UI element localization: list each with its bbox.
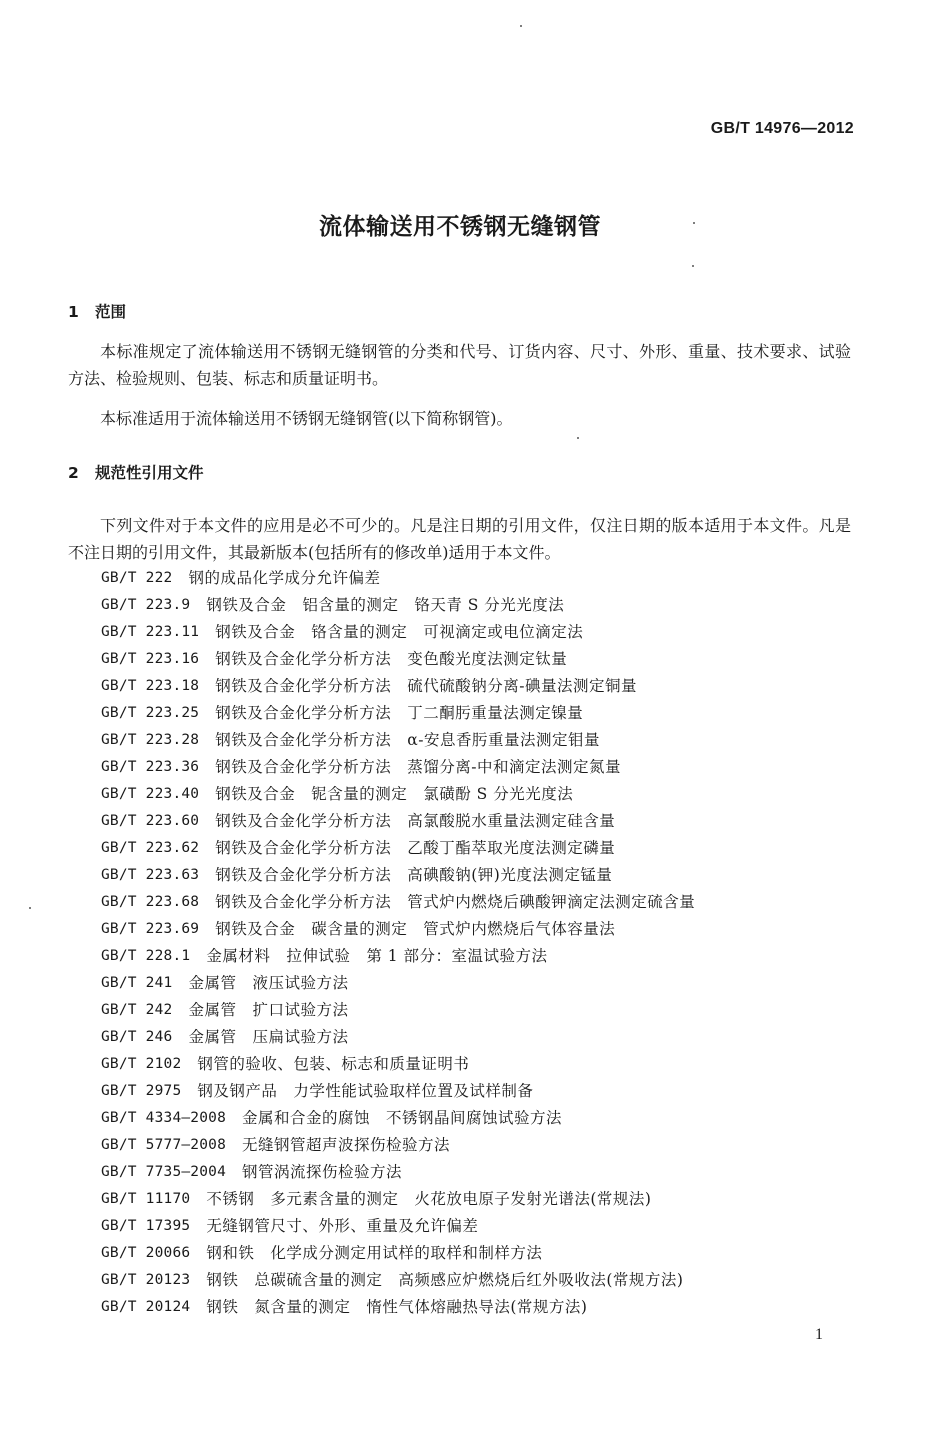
reference-title: 不锈钢 多元素含量的测定 火花放电原子发射光谱法(常规法) xyxy=(206,1190,652,1208)
normative-references-list xyxy=(101,565,861,1321)
reference-code: GB/T 20124 xyxy=(101,1299,191,1315)
reference-code: GB/T 223.62 xyxy=(101,840,200,856)
reference-item xyxy=(101,1240,861,1267)
reference-title: 金属管 扩口试验方法 xyxy=(188,1001,349,1019)
reference-title: 钢铁 总碳硫含量的测定 高频感应炉燃烧后红外吸收法(常规方法) xyxy=(206,1271,684,1289)
reference-code: GB/T 241 xyxy=(101,975,173,991)
reference-item xyxy=(101,1186,861,1213)
scan-speck xyxy=(692,265,694,267)
reference-title: 钢铁及合金化学分析方法 硫代硫酸钠分离-碘量法测定铜量 xyxy=(215,677,637,695)
reference-title: 钢铁及合金化学分析方法 蒸馏分离-中和滴定法测定氮量 xyxy=(215,758,621,776)
reference-item xyxy=(101,754,861,781)
reference-title: 钢铁及合金 碳含量的测定 管式炉内燃烧后气体容量法 xyxy=(215,920,616,938)
reference-item xyxy=(101,1078,861,1105)
section-1-paragraph-2: 本标准适用于流体输送用不锈钢无缝钢管(以下简称钢管)。 xyxy=(100,409,513,428)
scan-speck xyxy=(520,25,522,27)
reference-code: GB/T 11170 xyxy=(101,1191,191,1207)
reference-item xyxy=(101,970,861,997)
reference-code: GB/T 223.9 xyxy=(101,597,191,613)
reference-item xyxy=(101,1294,861,1321)
reference-item xyxy=(101,1213,861,1240)
reference-title: 钢铁及合金化学分析方法 管式炉内燃烧后碘酸钾滴定法测定硫含量 xyxy=(215,893,696,911)
reference-item xyxy=(101,997,861,1024)
standard-code: GB/T 14976—2012 xyxy=(710,120,854,137)
reference-code: GB/T 223.69 xyxy=(101,921,200,937)
reference-code: GB/T 2975 xyxy=(101,1083,182,1099)
reference-item xyxy=(101,727,861,754)
reference-title: 钢铁及合金 铝含量的测定 铬天青 S 分光光度法 xyxy=(206,596,565,614)
reference-item xyxy=(101,1105,861,1132)
reference-item xyxy=(101,700,861,727)
reference-code: GB/T 223.68 xyxy=(101,894,200,910)
reference-item xyxy=(101,619,861,646)
section-2-paragraph-1: 下列文件对于本文件的应用是必不可少的。凡是注日期的引用文件，仅注日期的版本适用于本文件。凡是不注日期的引用文件，其最新版本(包括所有的修改单)适用于本文件。 xyxy=(68,516,851,562)
reference-code: GB/T 4334—2008 xyxy=(101,1110,227,1126)
section-1-paragraph-1: 本标准规定了流体输送用不锈钢无缝钢管的分类和代号、订货内容、尺寸、外形、重量、技术要求、试验方法、检验规则、包装、标志和质量证明书。 xyxy=(68,342,851,388)
scan-speck xyxy=(29,907,31,909)
reference-title: 无缝钢管超声波探伤检验方法 xyxy=(242,1136,451,1154)
reference-code: GB/T 223.16 xyxy=(101,651,200,667)
page-number: 1 xyxy=(815,1326,823,1343)
section-2-heading xyxy=(68,461,204,483)
reference-item xyxy=(101,943,861,970)
reference-code: GB/T 2102 xyxy=(101,1056,182,1072)
reference-title: 无缝钢管尺寸、外形、重量及允许偏差 xyxy=(206,1217,479,1235)
reference-item xyxy=(101,1132,861,1159)
reference-item xyxy=(101,565,861,592)
reference-title: 金属材料 拉伸试验 第 1 部分：室温试验方法 xyxy=(206,947,548,965)
reference-title: 钢铁 氮含量的测定 惰性气体熔融热导法(常规方法) xyxy=(206,1298,588,1316)
reference-code: GB/T 242 xyxy=(101,1002,173,1018)
reference-code: GB/T 246 xyxy=(101,1029,173,1045)
reference-title: 钢铁及合金化学分析方法 高氯酸脱水重量法测定硅含量 xyxy=(215,812,616,830)
reference-code: GB/T 5777—2008 xyxy=(101,1137,227,1153)
reference-title: 钢铁及合金化学分析方法 变色酸光度法测定钛量 xyxy=(215,650,568,668)
reference-title: 钢铁及合金化学分析方法 乙酸丁酯萃取光度法测定磷量 xyxy=(215,839,616,857)
reference-code: GB/T 223.28 xyxy=(101,732,200,748)
reference-code: GB/T 223.63 xyxy=(101,867,200,883)
reference-item xyxy=(101,1159,861,1186)
reference-code: GB/T 7735—2004 xyxy=(101,1164,227,1180)
reference-code: GB/T 222 xyxy=(101,570,173,586)
reference-item xyxy=(101,889,861,916)
reference-item xyxy=(101,808,861,835)
reference-title: 钢和铁 化学成分测定用试样的取样和制样方法 xyxy=(206,1244,543,1262)
reference-item xyxy=(101,673,861,700)
reference-item xyxy=(101,592,861,619)
reference-title: 钢铁及合金化学分析方法 高碘酸钠(钾)光度法测定锰量 xyxy=(215,866,613,884)
reference-item xyxy=(101,1024,861,1051)
reference-title: 金属和合金的腐蚀 不锈钢晶间腐蚀试验方法 xyxy=(242,1109,563,1127)
section-number: 1 xyxy=(68,303,79,321)
scan-speck xyxy=(577,437,579,439)
reference-item xyxy=(101,781,861,808)
reference-item xyxy=(101,916,861,943)
section-number: 2 xyxy=(68,464,79,482)
reference-code: GB/T 223.11 xyxy=(101,624,200,640)
section-1-heading xyxy=(68,300,126,322)
reference-title: 金属管 液压试验方法 xyxy=(188,974,349,992)
reference-code: GB/T 228.1 xyxy=(101,948,191,964)
reference-title: 钢铁及合金化学分析方法 丁二酮肟重量法测定镍量 xyxy=(215,704,584,722)
document-title: 流体输送用不锈钢无缝钢管 xyxy=(319,214,601,240)
reference-item xyxy=(101,1051,861,1078)
reference-item xyxy=(101,646,861,673)
reference-title: 钢的成品化学成分允许偏差 xyxy=(188,569,381,587)
section-title: 范围 xyxy=(95,303,127,321)
reference-title: 金属管 压扁试验方法 xyxy=(188,1028,349,1046)
reference-code: GB/T 20123 xyxy=(101,1272,191,1288)
reference-title: 钢管的验收、包装、标志和质量证明书 xyxy=(197,1055,470,1073)
reference-item xyxy=(101,862,861,889)
reference-item xyxy=(101,835,861,862)
reference-title: 钢及钢产品 力学性能试验取样位置及试样制备 xyxy=(197,1082,534,1100)
reference-code: GB/T 223.36 xyxy=(101,759,200,775)
reference-item xyxy=(101,1267,861,1294)
reference-code: GB/T 17395 xyxy=(101,1218,191,1234)
reference-code: GB/T 20066 xyxy=(101,1245,191,1261)
reference-code: GB/T 223.60 xyxy=(101,813,200,829)
section-title: 规范性引用文件 xyxy=(95,464,204,482)
scan-speck xyxy=(693,222,695,224)
reference-title: 钢铁及合金 铬含量的测定 可视滴定或电位滴定法 xyxy=(215,623,584,641)
reference-title: 钢铁及合金 铌含量的测定 氯磺酚 S 分光光度法 xyxy=(215,785,574,803)
reference-title: 钢管涡流探伤检验方法 xyxy=(242,1163,403,1181)
reference-code: GB/T 223.18 xyxy=(101,678,200,694)
reference-code: GB/T 223.25 xyxy=(101,705,200,721)
reference-code: GB/T 223.40 xyxy=(101,786,200,802)
reference-title: 钢铁及合金化学分析方法 α-安息香肟重量法测定钼量 xyxy=(215,731,600,749)
